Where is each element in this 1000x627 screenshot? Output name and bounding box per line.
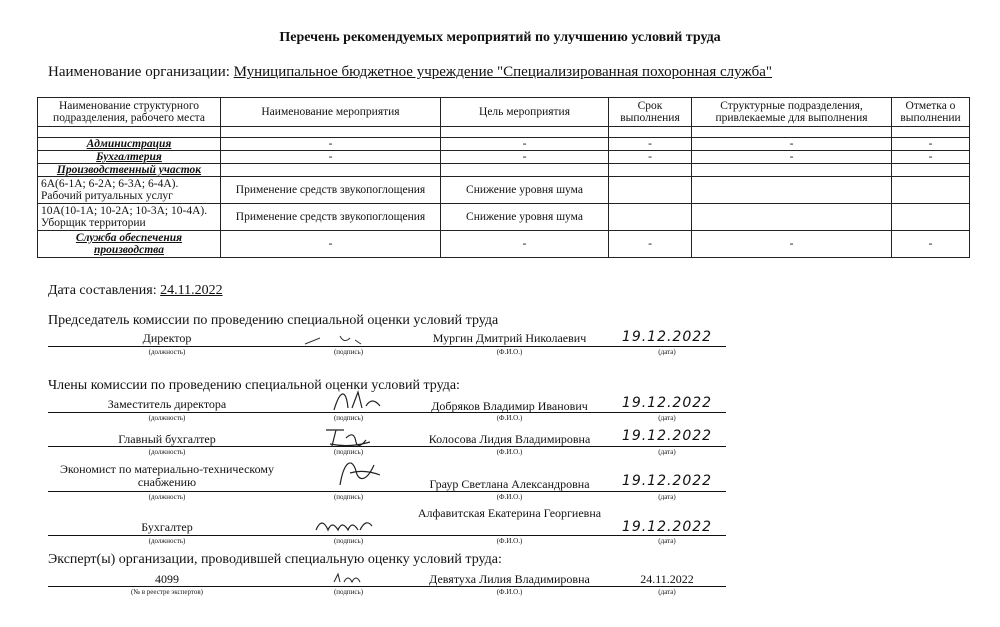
table-cell: - xyxy=(441,151,609,164)
goal-cell: Снижение уровня шума xyxy=(441,177,609,204)
table-cell: - xyxy=(441,231,609,258)
member-position: Экономист по материально-техническому снабжению xyxy=(59,462,274,489)
goal-cell: Снижение уровня шума xyxy=(441,204,609,231)
caption-date: (дата) xyxy=(658,588,676,596)
date-value: 24.11.2022 xyxy=(160,283,223,298)
section-name: Администрация xyxy=(38,138,221,151)
section-name: Служба обеспечения производства xyxy=(38,231,221,258)
member-name: Алфавитская Екатерина Георгиевна xyxy=(417,506,602,520)
caption-position: (должность) xyxy=(148,414,186,422)
caption-fio: (Ф.И.О.) xyxy=(496,493,523,501)
table-cell: - xyxy=(892,151,970,164)
caption-signature: (подпись) xyxy=(333,348,364,356)
table-row xyxy=(38,177,970,204)
caption-signature: (подпись) xyxy=(333,414,364,422)
expert-date: 24.11.2022 xyxy=(640,572,694,586)
caption-signature: (подпись) xyxy=(333,588,364,596)
member-date: 19.12.2022 xyxy=(621,519,713,535)
chairman-signature xyxy=(300,330,380,348)
table-cell: - xyxy=(892,231,970,258)
member-position: Бухгалтер xyxy=(141,520,193,534)
date-label: Дата составления: xyxy=(48,283,157,298)
chairman-date: 19.12.2022 xyxy=(621,329,713,345)
table-header-row xyxy=(38,98,970,127)
expert-name: Девятуха Лилия Владимировна xyxy=(429,572,590,586)
caption-date: (дата) xyxy=(658,348,676,356)
header-cell: Срок выполнения xyxy=(609,98,692,127)
caption-signature: (подпись) xyxy=(333,493,364,501)
table-row xyxy=(38,138,970,151)
caption-date: (дата) xyxy=(658,448,676,456)
measure-cell: Применение средств звукопоглощения xyxy=(221,204,441,231)
table-cell: - xyxy=(221,138,441,151)
caption-position: (должность) xyxy=(148,493,186,501)
chairman-name: Мургин Дмитрий Николаевич xyxy=(432,331,587,345)
header-cell: Наименование мероприятия xyxy=(221,98,441,127)
member-position: Главный бухгалтер xyxy=(118,432,216,446)
member-name: Граур Светлана Александровна xyxy=(429,477,590,491)
header-cell: Наименование структурного подразделения, рабочего места xyxy=(38,98,221,127)
member-signature xyxy=(312,512,382,536)
header-cell: Цель мероприятия xyxy=(441,98,609,127)
caption-signature: (подпись) xyxy=(333,448,364,456)
caption-signature: (подпись) xyxy=(333,537,364,545)
caption-fio: (Ф.И.О.) xyxy=(496,537,523,545)
expert-registry-number: 4099 xyxy=(155,572,179,586)
organization-label: Наименование организации: xyxy=(48,64,230,80)
table-row xyxy=(38,204,970,231)
member-position: Заместитель директора xyxy=(107,397,227,411)
member-signature xyxy=(330,455,390,491)
measure-cell: Применение средств звукопоглощения xyxy=(221,177,441,204)
table-cell: - xyxy=(609,151,692,164)
page-title: Перечень рекомендуемых мероприятий по улучшению условий труда xyxy=(279,30,721,45)
caption-position: (должность) xyxy=(148,448,186,456)
workplace-name: 6А(6-1А; 6-2А; 6-3А; 6-4А). Рабочий ритуальных услуг xyxy=(38,177,221,204)
member-date: 19.12.2022 xyxy=(621,428,713,444)
section-name: Производственный участок xyxy=(38,164,221,177)
caption-registry: (№ в реестре экспертов) xyxy=(130,588,203,596)
caption-date: (дата) xyxy=(658,493,676,501)
date-line xyxy=(48,283,223,299)
chairman-position: Директор xyxy=(142,331,192,345)
caption-date: (дата) xyxy=(658,537,676,545)
caption-fio: (Ф.И.О.) xyxy=(496,414,523,422)
table-row xyxy=(38,151,970,164)
table-cell: - xyxy=(692,138,892,151)
chairman-heading: Председатель комиссии по проведению специальной оценки условий труда xyxy=(48,313,499,328)
member-date: 19.12.2022 xyxy=(621,473,713,489)
caption-date: (дата) xyxy=(658,414,676,422)
table-spacer-row xyxy=(38,127,970,138)
caption-fio: (Ф.И.О.) xyxy=(496,588,523,596)
table-cell: - xyxy=(692,151,892,164)
member-signature xyxy=(320,424,380,450)
expert-signature xyxy=(330,570,370,586)
members-heading: Члены комиссии по проведению специальной оценки условий труда: xyxy=(48,378,460,393)
table-row xyxy=(38,164,970,177)
member-name: Добряков Владимир Иванович xyxy=(431,399,588,413)
member-name: Колосова Лидия Владимировна xyxy=(428,432,591,446)
header-cell: Структурные подразделения, привлекаемые для выполнения xyxy=(692,98,892,127)
section-name: Бухгалтерия xyxy=(38,151,221,164)
table-cell: - xyxy=(441,138,609,151)
table-cell: - xyxy=(221,151,441,164)
organization-line xyxy=(48,64,772,81)
workplace-name: 10А(10-1А; 10-2А; 10-3А; 10-4А). Уборщик территории xyxy=(38,204,221,231)
table-cell: - xyxy=(221,231,441,258)
table-row xyxy=(38,231,970,258)
table-cell: - xyxy=(692,231,892,258)
table-cell: - xyxy=(892,138,970,151)
table-cell: - xyxy=(609,138,692,151)
caption-fio: (Ф.И.О.) xyxy=(496,448,523,456)
caption-position: (должность) xyxy=(148,537,186,545)
measures-table xyxy=(37,97,970,258)
table-cell: - xyxy=(609,231,692,258)
member-signature xyxy=(330,386,390,414)
member-date: 19.12.2022 xyxy=(621,395,713,411)
caption-position: (должность) xyxy=(148,348,186,356)
caption-fio: (Ф.И.О.) xyxy=(496,348,523,356)
organization-name: Муниципальное бюджетное учреждение "Специализированная похоронная служба" xyxy=(233,64,773,80)
expert-heading: Эксперт(ы) организации, проводившей специальную оценку условий труда: xyxy=(48,552,502,567)
header-cell: Отметка о выполнении xyxy=(892,98,970,127)
